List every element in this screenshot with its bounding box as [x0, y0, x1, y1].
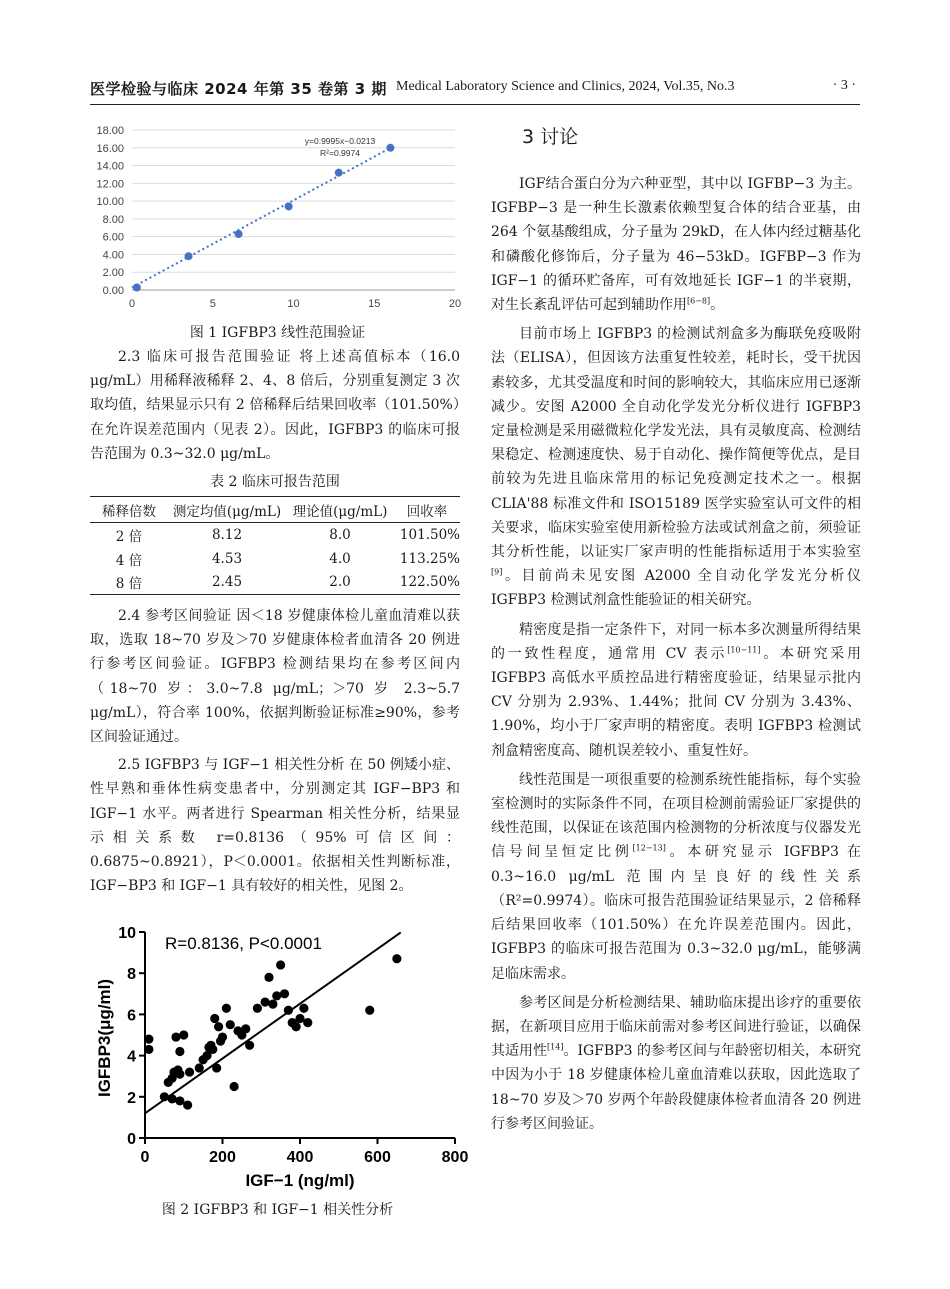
figure-1-r2: R²=0.9974	[320, 148, 360, 158]
figure-1-trendline	[132, 145, 395, 287]
figure-2-data-point	[303, 1018, 312, 1027]
figure-2-regression-line	[145, 932, 401, 1113]
figure-2-caption: 图 2 IGFBP3 和 IGF−1 相关性分析	[161, 1202, 394, 1218]
figure-2-annotation: R=0.8136, P<0.0001	[165, 934, 322, 953]
table-cell: 2 倍	[115, 528, 143, 545]
figure-2-data-point	[392, 954, 401, 963]
figure-2-data-point	[230, 1082, 239, 1091]
figure-2-data-point	[160, 1092, 169, 1101]
table-cell: 122.50%	[394, 571, 460, 595]
figure-1-data-point	[335, 169, 343, 177]
figure-1-y-tick: 18.00	[96, 125, 124, 137]
figure-2-y-tick: 2	[127, 1089, 136, 1107]
figure-1-y-tick: 2.00	[102, 267, 124, 280]
discussion-paragraph-3: 精密度是指一定条件下，对同一标本多次测量所得结果的一致性程度，通常用 CV 表示[10−11]。本研究采用 IGFBP3 高低水平质控品进行精密度验证，结果显示批内 CV 分别为 2.93%、1.44%；批间 CV 分别为 3.43%、1.90%，均小于厂家声明的精密度。表明 IGFBP3 检测试剂盒精密度高、随机误差较小、重复性好。	[491, 621, 862, 759]
table-cell: 101.50%	[399, 526, 460, 543]
section-2-3-paragraph: 2.3 临床可报告范围验证 将上述高值标本（16.0 μg/mL）用稀释液稀释 2、4、8 倍后，分别重复测定 3 次取均值，结果显示只有 2 倍稀释后结果回收率（101.50%）在允许误差范围内（见表 2）。因此，IGFBP3 的临床可报告范围为 0.3~32.0 μg/mL。	[90, 349, 460, 462]
discussion-paragraph-1: IGF结合蛋白分为六种亚型，其中以 IGFBP−3 为主。IGFBP−3 是一种生长激素依赖型复合体的结合亚基，由 264 个氨基酸组成，分子量为 29kD，在人体内经过糖基化和磷酸化修饰后，分子量为 46−53kD。IGFBP−3 作为 IGF−1 的循环贮备库，可有效地延长 IGF−1 的半衰期，对生长紊乱评估可起到辅助作用[6−8]。	[491, 176, 861, 314]
figure-2-data-point	[226, 1020, 235, 1029]
figure-2-data-point	[212, 1063, 221, 1072]
figure-2-data-point	[280, 989, 289, 998]
table-row	[90, 571, 460, 595]
figure-2-y-tick: 0	[127, 1131, 136, 1148]
figure-2-x-tick: 0	[140, 1149, 150, 1166]
table-header-cell: 回收率	[394, 497, 460, 523]
figure-2-data-point	[214, 1022, 223, 1031]
figure-1-data-point	[185, 252, 193, 260]
figure-2-data-point	[245, 1041, 254, 1050]
journal-name-cn: 医学检验与临床 2024 年第 35 卷第 3 期	[90, 80, 387, 98]
figure-2-y-tick: 8	[127, 966, 136, 984]
figure-1-caption: 图 1 IGFBP3 线性范围验证	[189, 325, 366, 341]
table-2	[90, 496, 460, 595]
figure-2-data-point	[365, 1006, 374, 1015]
figure-2-data-point	[218, 1032, 227, 1041]
figure-1-x-tick: 10	[287, 298, 300, 310]
figure-2-y-tick: 6	[127, 1007, 136, 1025]
table-cell: 8 倍	[90, 571, 168, 595]
figure-2-data-point	[222, 1004, 231, 1013]
figure-1-y-tick: 14.00	[96, 160, 124, 173]
figure-1-y-tick: 16.00	[96, 142, 124, 155]
figure-2-data-point	[261, 997, 270, 1006]
figure-2-data-point	[175, 1096, 184, 1105]
page-number: · 3 ·	[832, 78, 856, 93]
discussion-paragraph-4: 线性范围是一项很重要的检测系统性能指标，每个实验室检测时的实际条件不同，在项目检测前需验证厂家提供的线性范围，以保证在该范围内检测物的分析浓度与仪器发光信号间呈恒定比例[12−13]。本研究显示 IGFBP3 在 0.3~16.0 μg/mL 范围内呈良好的线性关系（R²=0.9974）。临床可报告范围验证结果显示，2 倍稀释后结果回收率（101.50%）在允许误差范围内。因此，IGFBP3 的临床可报告范围为 0.3~32.0 μg/mL，能够满足临床需求。	[491, 771, 861, 982]
figure-2-y-label: IGFBP3(μg/ml)	[95, 978, 114, 1098]
figure-1-data-point	[386, 144, 394, 152]
figure-2-data-point	[179, 1030, 188, 1039]
figure-2-data-point	[210, 1014, 219, 1023]
table-2-title: 表 2 临床可报告范围	[210, 474, 340, 490]
figure-2-data-point	[195, 1063, 204, 1072]
figure-2-data-point	[268, 1000, 277, 1009]
citation: [14]	[547, 1042, 564, 1052]
left-column-bottom	[90, 604, 460, 898]
table-cell: 4 倍	[115, 552, 143, 569]
figure-1-y-tick: 4.00	[102, 249, 124, 262]
figure-2-data-point	[175, 1070, 184, 1079]
figure-1-data-point	[133, 284, 141, 292]
right-column	[491, 172, 861, 1136]
figure-2-x-tick: 200	[209, 1149, 236, 1166]
figure-2-data-point	[299, 1004, 308, 1013]
citation: [10−11]	[727, 645, 761, 655]
running-header	[90, 74, 860, 104]
section-3-title: 3 讨论	[522, 126, 579, 148]
figure-2-data-point	[272, 991, 281, 1000]
table-cell: 2.45	[168, 571, 286, 595]
figure-1-y-tick: 12.00	[96, 178, 124, 191]
figure-2-y-tick: 10	[118, 925, 136, 942]
figure-2-data-point	[183, 1100, 192, 1109]
citation: [9]	[491, 567, 503, 577]
figure-2-data-point	[168, 1094, 177, 1103]
figure-2-data-point	[144, 1035, 153, 1044]
figure-1-y-tick: 10.00	[96, 196, 124, 209]
figure-2-data-point	[276, 960, 285, 969]
figure-1-chart	[90, 122, 465, 322]
figure-2-x-tick: 400	[286, 1149, 314, 1166]
figure-2-y-tick: 4	[127, 1048, 136, 1066]
figure-1-data-point	[235, 230, 243, 238]
left-column-top	[90, 345, 460, 466]
section-2-4-paragraph: 2.4 参考区间验证 因＜18 岁健康体检儿童血清难以获取，选取 18~70 岁及＞70 岁健康体检者血清各 20 例进行参考区间验证。IGFBP3 检测结果均在参考区间内（18~70 岁：3.0~7.8 μg/mL；＞70 岁 2.3~5.7 μg/mL），符合率 100%，依据判断验证标准≥90%，参考区间验证通过。	[90, 608, 460, 746]
figure-2-data-point	[292, 1022, 301, 1031]
figure-1-y-tick: 0.00	[102, 285, 124, 297]
figure-2-data-point	[185, 1067, 194, 1076]
citation: [12−13]	[632, 843, 666, 853]
journal-name-en: Medical Laboratory Science and Clinics, 2024, Vol.35, No.3	[396, 79, 735, 94]
figure-2-x-label: IGF−1 (ng/ml)	[245, 1171, 355, 1190]
table-cell: 8.12	[211, 526, 243, 543]
figure-2-x-tick: 800	[441, 1149, 469, 1166]
discussion-paragraph-5: 参考区间是分析检测结果、辅助临床提出诊疗的重要依据，在新项目应用于临床前需对参考区间进行验证，以确保其适用性[14]。IGFBP3 的参考区间与年龄密切相关，本研究中因为小于 18 岁健康体检儿童血清难以获取，因此选取了 18~70 岁及＞70 岁两个年龄段健康体检者血清各 20 例进行参考区间验证。	[491, 994, 861, 1132]
table-header-row	[90, 497, 460, 523]
table-cell: 4.0	[329, 550, 351, 567]
figure-2-data-point	[284, 1006, 293, 1015]
figure-2-data-point	[264, 973, 273, 982]
citation: [6−8]	[687, 296, 711, 306]
table-cell: 8.0	[329, 526, 351, 543]
table-header-cell: 测定均值(μg/mL)	[168, 497, 286, 523]
figure-2-chart	[90, 918, 469, 1193]
table-row	[90, 523, 460, 547]
section-2-5-paragraph: 2.5 IGFBP3 与 IGF−1 相关性分析 在 50 例矮小症、性早熟和垂体性病变患者中，分别测定其 IGF−BP3 和 IGF−1 水平。两者进行 Spearman 相关性分析，结果显示相关系数 r=0.8136（95%可信区间：0.6875~0.8921），P＜0.0001。依据相关性判断标准，IGF−BP3 和 IGF−1 具有较好的相关性，见图 2。	[90, 757, 460, 895]
table-cell: 2.0	[286, 571, 394, 595]
figure-2-data-point	[253, 1004, 262, 1013]
figure-1-x-tick: 15	[368, 298, 381, 310]
figure-2-data-point	[295, 1014, 304, 1023]
figure-1-x-tick: 0	[128, 298, 136, 310]
table-cell: 4.53	[211, 550, 243, 567]
figure-1-x-tick: 20	[448, 298, 462, 310]
figure-2-data-point	[175, 1047, 184, 1056]
table-header-cell: 稀释倍数	[90, 497, 168, 523]
table-row	[90, 547, 460, 571]
discussion-paragraph-2: 目前市场上 IGFBP3 的检测试剂盒多为酶联免疫吸附法（ELISA），但因该方法重复性较差，耗时长，受干扰因素较多，尤其受温度和时间的影响较大，其临床应用已逐渐减少。安图 A2000 全自动化学发光分析仪进行 IGFBP3 定量检测是采用磁微粒化学发光法，具有灵敏度高、检测结果稳定、检测速度快、易于自动化、操作简便等优点，是目前较为先进且临床常用的标记免疫测定技术之一。根据 CLIA'88 标准文件和 ISO15189 医学实验室认可文件的相关要求，临床实验室使用新检验方法或试剂盒之前，须验证其分析性能，以证实厂家声明的性能指标适用于本实验室[9]。目前尚未见安图 A2000 全自动化学发光分析仪 IGFBP3 检测试剂盒性能验证的相关研究。	[491, 326, 861, 609]
header-rule	[90, 104, 860, 105]
table-cell: 113.25%	[399, 550, 460, 567]
figure-1-data-point	[285, 202, 293, 210]
figure-1-y-tick: 8.00	[102, 213, 124, 226]
figure-2-data-point	[208, 1045, 217, 1054]
figure-1-equation: y=0.9995x−0.0213	[304, 136, 376, 146]
table-header-cell: 理论值(μg/mL)	[286, 497, 394, 523]
figure-2-data-point	[171, 1032, 180, 1041]
figure-1-y-tick: 6.00	[102, 231, 124, 244]
figure-2-data-point	[241, 1024, 250, 1033]
figure-1-x-tick: 5	[209, 298, 216, 310]
figure-2-x-tick: 600	[364, 1149, 391, 1166]
figure-2-data-point	[144, 1045, 153, 1054]
